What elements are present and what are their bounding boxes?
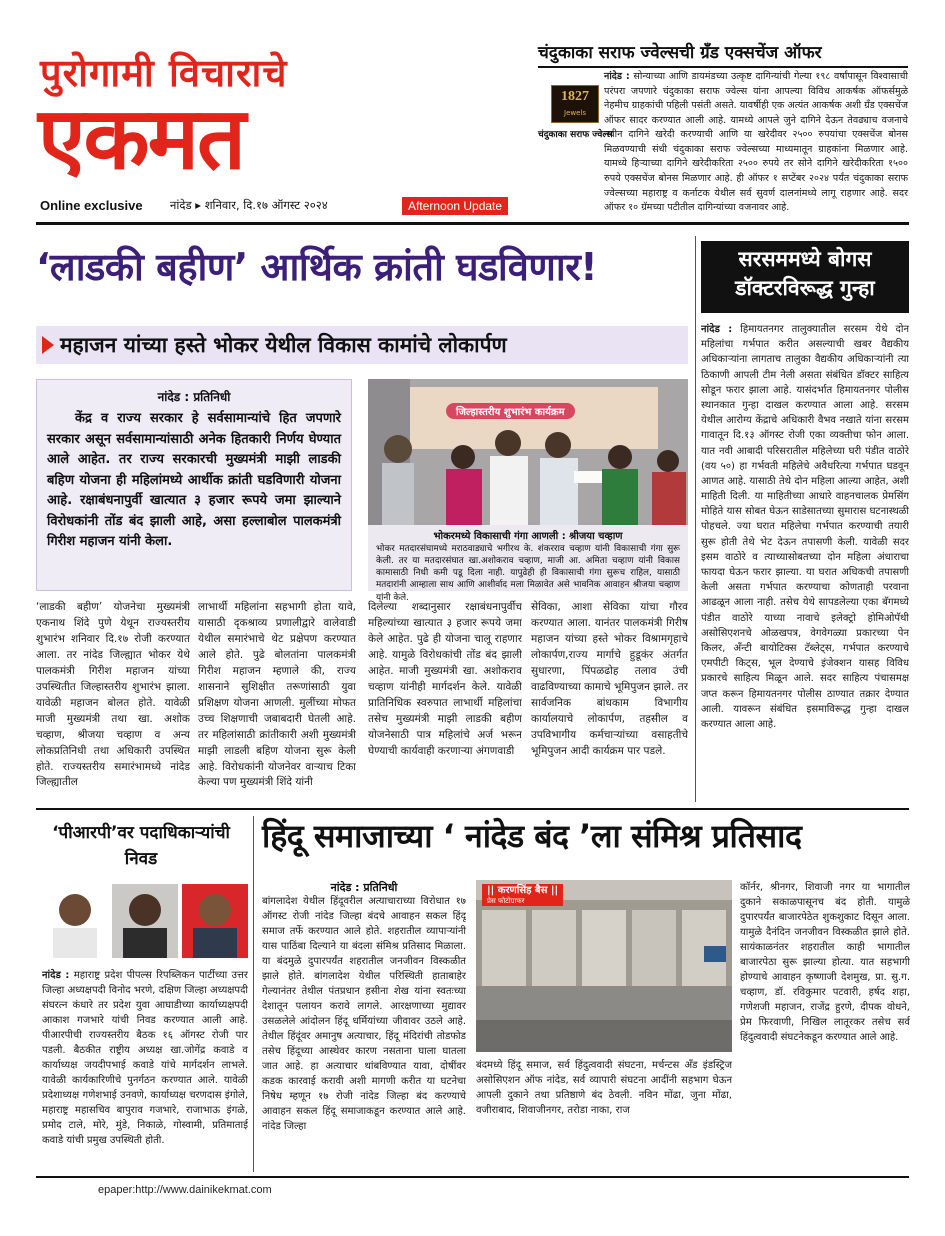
prp-portraits xyxy=(42,884,248,958)
subhead-arrow-icon xyxy=(42,336,54,354)
sidebar-body xyxy=(701,322,909,800)
sidebar-dateline: नांदेड : xyxy=(701,324,733,335)
ad-body-lead: नांदेड : xyxy=(604,71,630,82)
ad-logo-sub: Jewels xyxy=(564,109,586,117)
lead-photo-caption xyxy=(368,525,688,603)
portrait-photos xyxy=(42,884,248,958)
footer-rule xyxy=(36,1176,909,1178)
masthead-title: एकमत xyxy=(38,88,245,189)
ad-headline-rule xyxy=(538,66,908,68)
prp-body xyxy=(42,968,248,1168)
bandh-column-3: कॉर्नर, श्रीनगर, शिवाजी नगर या भागातील दुकाने सकाळपासूनच बंद होती. यामुळे दुपारपर्यंत बाजारपेठेत शुकशुकाट दिसून आला. यामुळे दैनंदिन जनजीवन विस्कळीत झाले होते. सायंकाळनंतर शहरातील काही भागातील बाजारपेठा सुरू झाल्या होत्या. यात सहभागी होण्याचे आवाहन कृष्णाजी देशमुख, प्रा. सु.ग. चव्हाण, डॉ. रविकुमार पटवारी, हर्षद शहा, गणेशजी महाजन, राजेंद्र हुरणे, दीपक वोधने, प्रेम फिरवाणी, निखिल लातूरकर तसेच सर्व हिंदुत्ववादी संघटनेकडून करण्यात आले आहे. xyxy=(740,882,910,1043)
lead-column-2: लाभार्थी महिलांना सहभागी होता यावे, यासाठी दृकश्राव्य प्रणालीद्वारे वालेवाडी येथील समारंभाचे थेट प्रक्षेपण करण्यात आले होते. पुढे बोलतांना पालकमंत्री गिरीश महाजन म्हणाले की, राज्य शासनाने सुशिक्षीत तरूणांसाठी युवा प्रशिक्षण योजना आणली. मुलींच्या मोफत उच्च शिक्षणाची जबाबदारी घेतली आहे. तर महिलांसाठी क्रांतीकारी अशी मुख्यमंत्री माझी लाडली बहिण योजना सुरू केली आहे. विरोधकांनी योजनेवर वाऱ्याच टिका केल्या पण मुख्यमंत्री शिंदे यांनी xyxy=(198,601,356,789)
bandh-dateline: नांदेड : प्रतिनिधी xyxy=(330,881,398,894)
masthead-bottom-rule xyxy=(36,222,909,225)
edition-date: नांदेड ▸ शनिवार, दि.१७ ऑगस्ट २०२४ xyxy=(170,198,328,212)
prp-headline: ‘पीआरपी’वर पदाधिकाऱ्यांची निवड xyxy=(52,823,230,870)
bandh-photo xyxy=(476,880,732,1052)
lead-intro-box xyxy=(36,379,352,591)
sidebar-text: हिमायतनगर तालुक्यातील सरसम येथे दोन महिलांचा गर्भपात करीत असल्याची खबर वैद्यकीय अधिकाऱ्यांना लागताच तालुका वैद्यकीय अधिकाऱ्यांनी त्या ठिकाणी आपली टीम नेली असता संबंधित डॉक्टर साहित्य सोडून फरार झाला आहे. यासंदर्भात हिमायतनगर पोलीस स्थानकात गुन्हा दाखल करण्यात आला आहे. सरसम येथील आरोग्य केंद्राचे अधिकारी वैभव नखाते यांना सरसम गावातून दि.१३ ऑगस्ट रोजी एका व्यक्तीचा फोन आला. यात नवी आबादी परिसरातील महिलेच्या घरी पंडीत वाठोरे (वय ५०) हा गर्भवती महिलेचे अवैधरित्या गर्भपात घडवून आणत आहे. यासाठी तेथे दोन महिला आल्या आहेत, अशी माहिती दिली. या माहितीच्या आधारे वाहनचालक प्रेमसिंग मोहिते यास सोबत घेऊन साडेसातच्या सुमारास घटनास्थळी पोहचले. ज्या घरात महिलेचा गर्भपात करण्याची तयारी सुरू होती तेथे भेट देऊन तपासणी केली. यावेळी सदर इसम वाठोरे व त्याच्यासोबतच्या दोन महिला अंधाराचा फायदा घेऊन फरार झाल्या. या घरात अधिकची तपासणी केली असता गर्भपात करण्याचा कोणताही परवाना आढळून आला नाही. तसेच येथे सापडलेल्या एका बॅगमध्ये पंडीत वाठोरे याच्या नावाचे इलेक्ट्रो होमिओपॅथी असोसिएशनचे ओळखपत्र, वेगवेगळ्या प्रकारच्या पेन किलर, अँन्टी बायोटिक्स टॅब्लेट्स, गर्भपात करण्याचे एमपीटी किट्स, भूल देण्याचे इंजेक्शन यासह विविध प्रकारचे साहित्य मिळून आले. सदर साहित्य पंचासमक्ष जप्त करून हिमायतनगर पोलीस ठाण्यात तक्रार देण्यात आली. यावरून संबंधित इसमाविरूद्ध गुन्हा दाखल करण्यात आला आहे. xyxy=(701,324,909,730)
bandh-column-2: बंदमध्ये हिंदू समाज, सर्व हिंदुत्ववादी संघटना, मर्चन्टस अँड इंडस्ट्रिज असोसिएशन ऑफ नांदेड, सर्व व्यापारी संघटना आदींनी सहभाग घेऊन आपली दुकाने तथा प्रतिष्ठाणे बंद ठेवली. नविन मोंढा, जुना मोंढा, वजीराबाद, शिवाजीनगर, तरोडा नाका, राज xyxy=(476,1060,732,1116)
bandh-headline: हिंदू समाजाच्या ‘ नांदेड बंद ’ला संमिश्र प्रतिसाद xyxy=(262,817,802,855)
epaper-link[interactable]: epaper:http://www.dainikekmat.com xyxy=(98,1184,272,1196)
prp-divider xyxy=(253,816,254,1172)
section-divider xyxy=(36,808,909,810)
lead-column-3: दिलेल्या शब्दानुसार रक्षाबंधनापुर्वीच महिल्यांच्या खात्यात ३ हजार रूपये जमा केले आहेत. पुढे ही योजना चालू राहणार आहे. यामुळे विरोधकांची तोंड बंद झाली आहेत. माजी मुख्यमंत्री खा. अशोकराव चव्हाण यांनीही मार्गदर्शन केले. यावेळी प्रातिनिधिक स्वरुपात लाभार्थी महिलांचा तसेच मुख्यमंत्री माझी लाडकी बहीण योजनेसाठी पात्र महिलांचे अर्ज भरून घेण्याची कार्यवाही करणाऱ्या अंगणवाडी xyxy=(368,601,522,757)
sidebar-headline-box xyxy=(701,241,909,313)
ad-logo-number: 1827 xyxy=(561,89,589,104)
sidebar-headline: सरसममध्ये बोगस डॉक्टरविरूद्ध गुन्हा xyxy=(735,247,875,301)
caption-body: भोकर मतदारसंघामध्ये मराठवाड्याचे भगीरथ के. शंकरराव चव्हाण यांनी विकासाची गंगा सुरू केली. तर या मतदारसंघात खा.अशोकराव चव्हाण, माजी आ. अमिता चव्हाण यांनी विकास कामासाठी निधी कमी पडू दिला नाही. यापुढेही ही विकासाची गंगा सुरूच राहिल, यासाठी मतदारांनी आम्हाला साथ आणि आशीर्वाद मला मिळावेत असे भावनिक आवाहन श्रीजया चव्हाण यांनी केले. xyxy=(376,544,680,603)
sidebar-divider xyxy=(695,236,696,802)
ad-body xyxy=(604,70,908,216)
lead-intro: केंद्र व राज्य सरकार हे सर्वसामान्यांचे हित जपणारे सरकार असून सर्वसामान्यांसाठी अनेक हितकारी निर्णय घेण्यात आले आहेत. तर राज्य सरकारची मुख्यमंत्री माझी लाडकी बहिण योजना ही महिलांमध्ये आर्थीक क्रांती घडविणारी योजना आहे. रक्षाबंधनापुर्वी खात्यात ३ हजार रूपये जमा झाल्याने विरोधकांनी तोंड बंद झाली आहे, असा हल्लाबोल पालकमंत्री गिरीश महाजन यांनी केला. xyxy=(47,411,341,550)
ad-caption: चंदुकाका सराफ ज्वेल्स xyxy=(538,130,613,140)
lead-subhead-bar xyxy=(36,326,688,364)
prp-text: महाराष्ट्र प्रदेश पीपल्स रिपब्लिकन पार्टीच्या उत्तर जिल्हा अध्यक्षपदी विनोद भरणे, दक्षिण जिल्हा अध्यक्षपदी संघरत्न कंधारे तर प्रदेश युवा आघाडीच्या कार्याध्यक्षपदी आकाश गजभारे यांची निवड करण्यात आली आहे. पीआरपीची राज्यस्तरीय बैठक १६ ऑगस्ट रोजी पार पडली. बैठकीत राष्ट्रीय अध्यक्ष खा.जोगेंद्र कवाडे व कार्याध्यक्ष जयदीपभाई कवाडे यांचे मार्गदर्शन लाभले. यावेळी कार्यकारिणीचे पुनर्गठन करण्यात आले. यावेळी प्रदेशाध्यक्ष गणेशभाई उनवणे, कार्याध्यक्ष चरणदास इंगोले, महाराष्ट्र महासचिव बापुराव गजभारे, राजाभाऊ इंगळे, प्रमोद टाले, मोरे, मुंडे, निकाळे, गोस्वामी, प्रतिमाताई कवाडे यांची प्रमुख उपस्थिती होती. xyxy=(42,970,248,1146)
afternoon-update-badge: Afternoon Update xyxy=(402,197,508,215)
photo-credit-sub: प्रेस फोटोग्राफर xyxy=(487,897,525,905)
lead-column-1: ‘लाडकी बहीण’ योजनेचा मुख्यमंत्री एकनाथ शिंदे पुणे येथून राज्यस्तरीय शुभारंभ शनिवार दि.१७ रोजी करण्यात आला. तर नांदेड जिल्ह्यात भोकर येथे पालकमंत्री गिरीश महाजन यांच्या उपस्थितीत जिल्हास्तरीय शुभारंभ झाला. यावेळी महाजन बोलत होते. यावेळी माजी मुख्यमंत्री तथा खा. अशोक चव्हाण, श्रीजया चव्हाण व अन्य लोकप्रतिनिधी तथा अधिकारी उपस्थित होते. राज्यस्तरीय समारंभामध्ये नांदेड जिल्ह्यातील xyxy=(36,601,190,789)
caption-title: भोकरमध्ये विकासाची गंगा आणली : श्रीजया चव्हाण xyxy=(433,531,623,542)
lead-column-4: सेविका, आशा सेविका यांचा गौरव करण्यात आला. यानंतर पालकमंत्री गिरीष महाजन यांच्या हस्ते भोकर विश्रामगृहाचे लोकार्पण,राज्य मार्गाचे हुडूकंर अंतर्गत सुधारणा, पिंपळढोह तलाव उंची वाढविण्याच्या कामाचे भूमिपुजन झाले. तर सार्वजनिक बांधकाम विभागीय कार्यालयाचे लोकार्पण, तहसील व उपविभागीय कर्मचाऱ्यांच्या वसाहतीचे भूमिपुजन आदी कार्यक्रम पार पडले. xyxy=(531,601,688,757)
masthead-tagline: पुरोगामी विचाराचे xyxy=(40,50,288,95)
ad-jeweller-logo xyxy=(551,85,599,123)
bandh-column-1: बांगलादेश येथील हिंदूवरील अत्याचाराच्या विरोधात १७ ऑगस्ट रोजी नांदेड जिल्हा बंदचे आवाहन सकल हिंदू समाज तर्फे करण्यात आले होते. शहरातील व्यापाऱ्यांनी यास पाठिंबा दिल्याने या बंदला संमिश्र प्रतिसाद मिळाला. या बंदमुळे दुपारपर्यंत शहरातील जनजीवन विस्कळीत झाले होते. बांगलादेश येथील परिस्थिती हाताबाहेर गेल्यानंतर तेथील पंतप्रधान हसीना शेख यांना स्वतःच्या देशातून पलायन करावे लागले. आरक्षणाच्या मुद्यावर उसळलेले आंदोलन हिंदू धर्मियांच्या जीवावर उठले आहे. तेथील हिंदूंवर अमानुष अत्याचार, हिंदू मंदिरांची तोडफोड तसेच हिंदूच्या आस्थेवर कारण नसताना घाला घातला जात आहे. हा अत्याचार थांबविण्यात यावा, दोषींवर कडक कारवाई करावी अशी मागणी करीत या घटनेचा निषेध म्हणून १७ रोजी नांदेड जिल्हा बंद करण्याचे आवाहन सकल हिंदू समाजाकडून करण्यात आले आहे. नांदेड जिल्हा xyxy=(262,896,466,1132)
ad-body-text: सोन्याच्या आणि डायमंडच्या उत्कृष्ट दागिन्यांची गेल्या १९८ वर्षांपासून विश्वासाची परंपरा जपणारे चंदुकाका सराफ ज्वेल्स यांना आपल्या विविध आकर्षक ऑफर्समुळे नेहमीच ग्राहकांची पहिली पसंती असते. यावर्षीही एक अत्यंत आकर्षक अशी ग्रँड एक्सचेंज ऑफर सादर करण्यात आली आहे. यामध्ये आपले जुने दागिने देऊन तेवढ्याच वजनाचे नवीन दागिने खरेदी करण्याची आणि या खरेदीवर २५०० रुपयांचा एक्सचेंज बोनस मिळवण्याची संधी चंदुकाका सराफ ज्वेल्सच्या माध्यमातून ग्राहकांना मिळणार आहे. यामध्ये हिऱ्याच्या दागिने खरेदीकरिता २५०० रुपये तर सोने दागिने खरेदीकरिता १५०० रुपये एक्सचेंज बोनस मिळणार आहे. ही ऑफर १ सप्टेंबर २०२४ पर्यंत चंदुकाका सराफ ज्वेल्सच्या महाराष्ट्र व कर्नाटक येथील सर्व सुवर्ण दालनांमध्ये लागू राहणार आहे. सदर ऑफर १० ग्रॅमच्या पटीतील दागिन्यांच्या वजनावर आहे. xyxy=(604,71,908,214)
photo-banner: जिल्हास्तरीय शुभारंभ कार्यक्रम xyxy=(446,403,575,419)
lead-headline: ‘लाडकी बहीण’ आर्थिक क्रांती घडविणार! xyxy=(36,245,598,289)
event-stage-photo xyxy=(368,379,688,525)
prp-dateline: नांदेड : xyxy=(42,970,70,981)
photo-credit: || करणसिंह बैस || xyxy=(487,885,559,896)
lead-photo xyxy=(368,379,688,525)
online-exclusive-label: Online exclusive xyxy=(40,198,143,213)
lead-subhead: महाजन यांच्या हस्ते भोकर येथील विकास कामांचे लोकार्पण xyxy=(60,333,507,357)
lead-dateline: नांदेड : प्रतिनिधी xyxy=(157,390,231,404)
ad-headline: चंदुकाका सराफ ज्वेल्सची ग्रँड एक्सचेंज ऑफर xyxy=(538,43,822,63)
photo-credit-tag xyxy=(482,884,563,906)
